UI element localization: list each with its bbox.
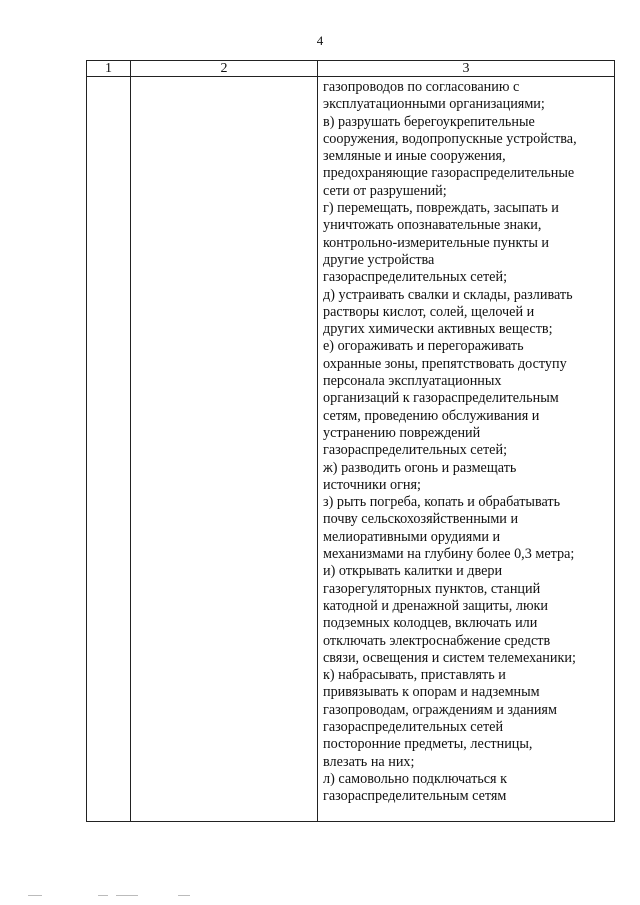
text-line: и) открывать калитки и двери — [323, 563, 503, 580]
text-line: почву сельскохозяйственными и — [323, 511, 519, 528]
text-line: катодной и дренажной защиты, люки — [323, 597, 549, 614]
text-line: мелиоративными орудиями и — [323, 528, 501, 545]
table-header-row — [87, 61, 615, 77]
text-line: других химически активных веществ; — [323, 321, 553, 338]
text-line: газораспределительным сетям — [323, 788, 507, 805]
text-line: источники огня; — [323, 476, 421, 493]
scan-artifact-marks — [28, 893, 228, 899]
text-line: к) набрасывать, приставлять и — [323, 667, 506, 684]
text-line: предохраняющие газораспределительные — [323, 165, 575, 182]
text-line: подземных колодцев, включать или — [323, 615, 538, 632]
text-line: л) самовольно подключаться к — [323, 770, 508, 787]
text-line: охранные зоны, препятствовать доступу — [323, 355, 567, 372]
text-line: связи, освещения и систем телемеханики; — [323, 649, 576, 666]
text-line: газораспределительных сетей; — [323, 269, 508, 286]
text-line: отключать электроснабжение средств — [323, 632, 551, 649]
text-line: контрольно-измерительные пункты и — [323, 234, 550, 251]
text-line: механизмами на глубину более 0,3 метра; — [323, 546, 575, 563]
text-line: растворы кислот, солей, щелочей и — [323, 303, 535, 320]
text-line: з) рыть погреба, копать и обрабатывать — [323, 494, 561, 511]
text-line: г) перемещать, повреждать, засыпать и — [323, 200, 559, 217]
text-line: сети от разрушений; — [323, 182, 447, 199]
text-line: устранению повреждений — [323, 424, 481, 441]
text-line: е) огораживать и перегораживать — [323, 338, 524, 355]
table-body-row — [87, 77, 615, 822]
text-line: газорегуляторных пунктов, станций — [323, 580, 541, 597]
body-cell-2 — [131, 77, 318, 822]
content-table — [86, 60, 615, 822]
header-cell-1: 1 — [87, 61, 131, 77]
text-line: газораспределительных сетей — [323, 718, 504, 735]
text-line: организаций к газораспределительным — [323, 390, 559, 407]
header-cell-2: 2 — [131, 61, 318, 77]
body-cell-3 — [318, 77, 615, 822]
text-line: газораспределительных сетей; — [323, 442, 508, 459]
text-line: влезать на них; — [323, 753, 415, 770]
text-line: персонала эксплуатационных — [323, 373, 502, 390]
text-line: посторонние предметы, лестницы, — [323, 736, 533, 753]
text-line: сетям, проведению обслуживания и — [323, 407, 540, 424]
text-line: газопроводам, ограждениям и зданиям — [323, 701, 557, 718]
text-line: привязывать к опорам и надземным — [323, 684, 540, 701]
text-line: в) разрушать берегоукрепительные — [323, 113, 535, 130]
text-line: газопроводов по согласованию с — [323, 79, 520, 95]
text-line: д) устраивать свалки и склады, разливать — [323, 286, 573, 303]
text-line: земляные и иные сооружения, — [323, 148, 506, 165]
body-cell-1 — [87, 77, 131, 822]
text-line: ж) разводить огонь и размещать — [323, 459, 517, 476]
text-line: сооружения, водопропускные устройства, — [323, 130, 577, 147]
header-cell-3: 3 — [318, 61, 615, 77]
text-line: другие устройства — [323, 251, 435, 268]
text-line: эксплуатационными организациями; — [323, 96, 545, 113]
text-line: уничтожать опознавательные знаки, — [323, 217, 542, 234]
page-number: 4 — [316, 33, 324, 48]
